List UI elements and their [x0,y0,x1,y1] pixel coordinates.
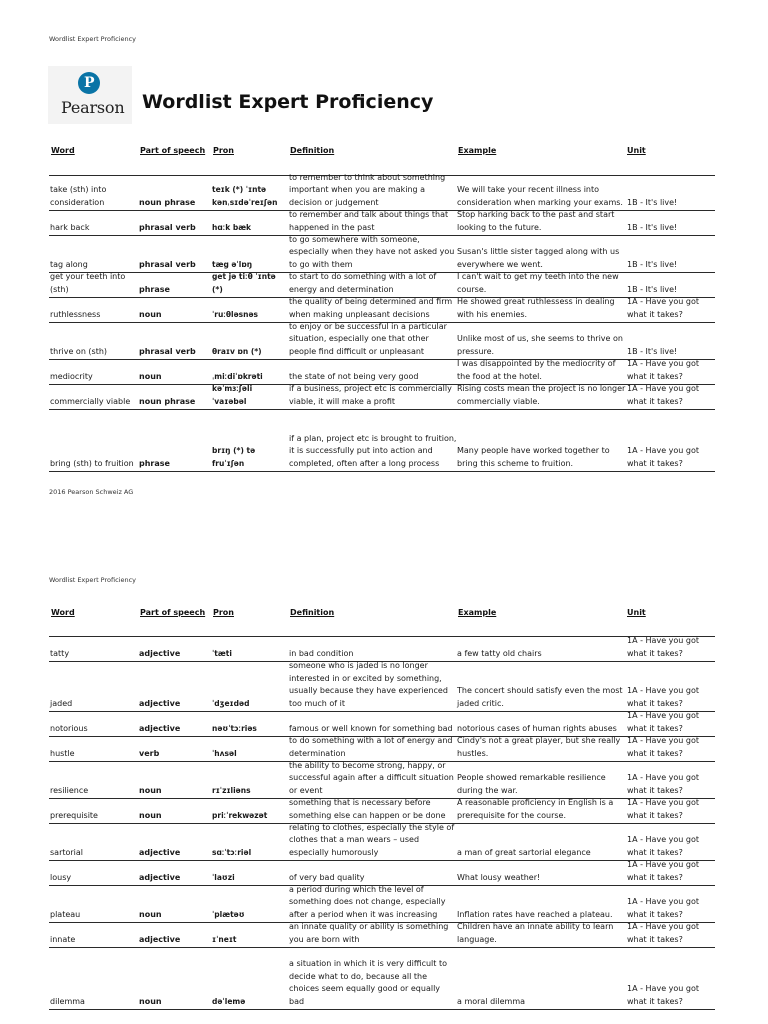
cell-pron: nəʊˈtɔːriəs [212,723,257,733]
cell-word: prerequisite [50,810,98,820]
col-header-pron: Pron [213,146,234,155]
col-header-part-of-speech: Part of speech [140,608,206,617]
cell-example: I can't wait to get my teeth into the new course. [457,272,619,294]
table-row [49,236,715,273]
cell-pos: noun [139,785,162,795]
cell-definition: an innate quality or ability is something you are born with [289,922,449,944]
pearson-logo [48,66,132,124]
cell-pron: kəˈmɜːʃəli ˈvaɪəbəl [212,384,253,406]
cell-pron: rɪˈzɪliəns [212,785,251,795]
cell-pos: phrasal verb [139,346,196,356]
cell-definition: to remember and talk about things that happened in the past [289,210,449,232]
cell-unit: 1B - It's live! [627,346,678,356]
cell-word: mediocrity [50,371,93,381]
table-row [49,861,715,886]
cell-pos: phrase [139,284,170,294]
cell-example: People showed remarkable resilience during the war. [457,773,606,795]
cell-example: A reasonable proficiency in English is a prerequisite for the course. [457,798,614,820]
cell-unit: 1A - Have you got what it takes? [627,636,700,658]
cell-unit: 1A - Have you got what it takes? [627,297,700,319]
cell-unit: 1B - It's live! [627,222,678,232]
cell-pron: teɪk (*) ˈɪntə kənˌsɪdəˈreɪʃən [212,185,278,207]
cell-pos: adjective [139,934,181,944]
cell-unit: 1B - It's live! [627,259,678,269]
cell-word: commercially viable [50,396,131,406]
cell-pos: noun [139,996,162,1006]
cell-pron: θraɪv ɒn (*) [212,346,262,356]
table-row [49,923,715,948]
table-row [49,712,715,737]
cell-pron: ˈdʒeɪdəd [212,698,250,708]
cell-unit: 1B - It's live! [627,197,678,207]
cell-definition: to do something with a lot of energy and determination [289,736,453,758]
cell-pos: noun [139,810,162,820]
cell-definition: in bad condition [289,648,354,658]
cell-definition: the ability to become strong, happy, or successful again after a difficult situation or event [289,760,454,795]
cell-definition: to start to do something with a lot of energy and determination [289,272,437,294]
cell-pos: adjective [139,723,181,733]
cell-example: We will take your recent illness into consideration when marking your exams. [457,185,623,207]
cell-pos: phrasal verb [139,259,196,269]
cell-example: a few tatty old chairs [457,648,542,658]
cell-pron: ˈruːθləsnəs [212,309,259,319]
cell-word: dilemma [50,996,85,1006]
cell-unit: 1A - Have you got what it takes? [627,736,700,758]
cell-example: Susan's little sister tagged along with us everywhere we went. [457,247,620,269]
cell-pos: noun phrase [139,396,196,406]
table-row [49,637,715,662]
pearson-logo-text: Pearson [61,98,125,117]
table-row [49,886,715,923]
cell-word: hark back [50,222,90,232]
cell-pron: hɑːk bæk [212,222,252,232]
table-row [49,298,715,323]
col-header-definition: Definition [290,608,335,617]
cell-pos: noun [139,371,162,381]
cell-word: lousy [50,872,72,882]
table-row [49,172,715,211]
cell-definition: the state of not being very good [289,371,419,381]
cell-pron: ˌmiːdiˈɒkrəti [212,371,263,381]
cell-word: hustle [50,748,75,758]
cell-example: Cindy's not a great player, but she really hustles. [457,736,621,758]
table-row [49,410,715,472]
cell-pron: dəˈlemə [212,996,246,1006]
cell-example: The concert should satisfy even the most jaded critic. [457,686,623,708]
cell-pos: verb [139,748,160,758]
cell-pron: brɪŋ (*) tə fruˈɪʃən [212,446,256,468]
cell-example: a man of great sartorial elegance [457,847,591,857]
cell-word: bring (sth) to fruition [50,458,134,468]
cell-word: plateau [50,909,81,919]
cell-pron: tæg əˈlɒŋ [212,259,253,269]
running-header: Wordlist Expert Proficiency [49,35,137,43]
cell-unit: 1A - Have you got what it takes? [627,773,700,795]
cell-pron: sɑːˈtɔːriəl [212,847,252,857]
page-title: Wordlist Expert Proficiency [142,91,434,113]
cell-pos: phrasal verb [139,222,196,232]
pearson-logo-letter: P [84,75,95,91]
cell-definition: to remember to think about something important when you are making a decision or judgement [289,172,446,207]
cell-example: notorious cases of human rights abuses [457,723,617,733]
cell-word: jaded [50,698,73,708]
cell-pron: ˈtæti [212,648,232,658]
col-header-word: Word [51,146,75,155]
cell-pos: noun [139,309,162,319]
cell-word: resilience [50,785,89,795]
cell-example: a moral dilemma [457,996,526,1006]
cell-definition: if a plan, project etc is brought to fruition, it is successfully put into action and completed, often after a long process [289,433,457,468]
cell-pos: noun phrase [139,197,196,207]
cell-definition: the quality of being determined and firm when making unpleasant decisions [289,297,453,319]
cell-word: notorious [50,723,88,733]
cell-pos: noun [139,909,162,919]
cell-pron: priːˈrekwəzət [212,810,268,820]
cell-example: Unlike most of us, she seems to thrive on pressure. [457,334,623,356]
cell-example: Stop harking back to the past and start looking to the future. [457,210,615,232]
table-row [49,662,715,712]
cell-example: Children have an innate ability to learn language. [457,922,614,944]
cell-pron: ɪˈneɪt [212,934,237,944]
table-row [49,824,715,861]
table-row [49,799,715,824]
running-header-page-2: Wordlist Expert Proficiency [49,576,137,584]
table-row [49,211,715,236]
page-footer: 2016 Pearson Schweiz AG [49,488,134,496]
cell-unit: 1A - Have you got what it takes? [627,922,700,944]
table-row [49,360,715,385]
cell-unit: 1A - Have you got what it takes? [627,359,700,381]
cell-unit: 1A - Have you got what it takes? [627,984,700,1006]
col-header-example: Example [458,146,497,155]
cell-pron: ˈplætəʊ [212,909,245,919]
cell-unit: 1A - Have you got what it takes? [627,897,700,919]
cell-pos: adjective [139,847,181,857]
cell-word: ruthlessness [50,309,101,319]
cell-definition: if a business, project etc is commercially viable, it will make a profit [289,384,452,406]
col-header-unit: Unit [627,146,646,155]
col-header-unit: Unit [627,608,646,617]
cell-pron: ˈhʌsəl [212,748,237,758]
cell-definition: to go somewhere with someone, especially when they have not asked you to go with them [289,234,455,269]
cell-pos: adjective [139,648,181,658]
cell-pron: ˈlaʊzi [212,872,235,882]
cell-example: Rising costs mean the project is no longer commercially viable. [457,384,626,406]
cell-word: get your teeth into (sth) [50,272,126,294]
cell-example: Inflation rates have reached a plateau. [457,909,613,919]
cell-definition: someone who is jaded is no longer interested in or excited by something, usually because they have experienced too much of it [289,661,448,708]
table-row [49,762,715,799]
col-header-part-of-speech: Part of speech [140,146,206,155]
cell-unit: 1A - Have you got what it takes? [627,686,700,708]
cell-unit: 1A - Have you got what it takes? [627,860,700,882]
col-header-pron: Pron [213,608,234,617]
cell-example: I was disappointed by the mediocrity of the food at the hotel. [457,359,616,381]
cell-example: Many people have worked together to bring this scheme to fruition. [457,446,610,468]
table-row [49,385,715,410]
cell-word: sartorial [50,847,84,857]
cell-word: thrive on (sth) [50,346,108,356]
cell-example: He showed great ruthlessess in dealing with his enemies. [457,297,615,319]
cell-pos: adjective [139,698,181,708]
table-row [49,948,715,1010]
cell-pron: get jə tiːθ ˈɪntə (*) [212,272,276,294]
cell-word: innate [50,934,76,944]
cell-definition: a situation in which it is very difficult to decide what to do, because all the choices seem equally good or equally bad [289,959,447,1006]
cell-unit: 1A - Have you got what it takes? [627,798,700,820]
col-header-example: Example [458,608,497,617]
col-header-definition: Definition [290,146,335,155]
cell-definition: something that is necessary before something else can happen or be done [289,798,446,820]
cell-example: What lousy weather! [457,872,541,882]
cell-unit: 1A - Have you got what it takes? [627,384,700,406]
table-row [49,737,715,762]
cell-pos: adjective [139,872,181,882]
cell-unit: 1A - Have you got what it takes? [627,446,700,468]
table-row [49,273,715,298]
table-row [49,323,715,360]
cell-unit: 1A - Have you got what it takes? [627,711,700,733]
cell-unit: 1B - It's live! [627,284,678,294]
cell-definition: to enjoy or be successful in a particular situation, especially one that other people find difficult or unpleasant [289,321,447,356]
cell-word: tatty [50,648,70,658]
cell-word: take (sth) into consideration [50,185,107,207]
cell-word: tag along [50,259,88,269]
cell-definition: a period during which the level of something does not change, especially after a period when it was increasing [289,884,446,919]
cell-definition: famous or well known for something bad [289,723,453,733]
cell-definition: relating to clothes, especially the style of clothes that a man wears – used especially humorously [289,822,455,857]
cell-pos: phrase [139,458,170,468]
col-header-word: Word [51,608,75,617]
cell-definition: of very bad quality [289,872,365,882]
cell-unit: 1A - Have you got what it takes? [627,835,700,857]
